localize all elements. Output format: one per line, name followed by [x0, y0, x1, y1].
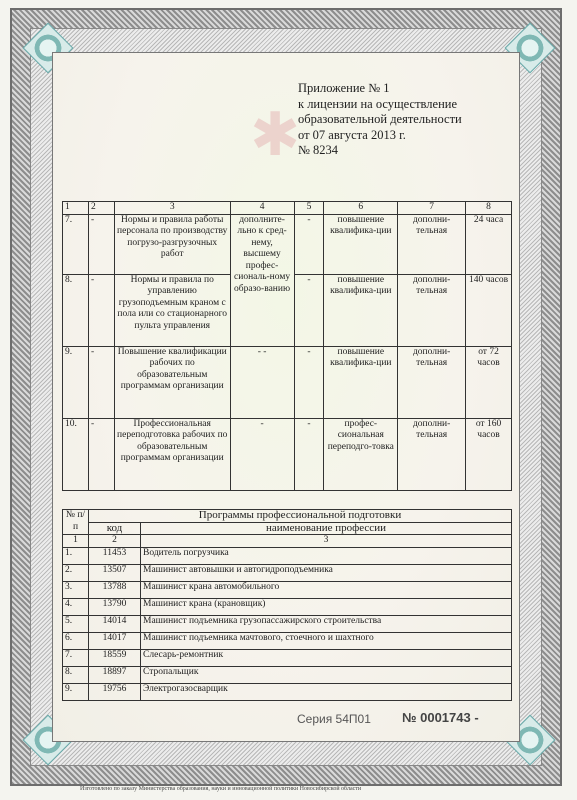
profession-code: 14014 — [89, 615, 141, 632]
cell: - — [294, 274, 324, 346]
cell: - — [230, 418, 294, 490]
profession-name: Машинист крана автомобильного — [141, 581, 512, 598]
table-row — [63, 615, 512, 632]
program-kind: дополни-тельная — [398, 274, 466, 346]
appendix-line3: образовательной деятельности — [298, 112, 462, 126]
col-header-name: наименование профессии — [141, 522, 512, 535]
table-row — [63, 214, 512, 274]
row-number: 8. — [63, 666, 89, 683]
profession-code: 19756 — [89, 683, 141, 700]
license-number: № 8234 — [298, 143, 339, 157]
program-hours: от 160 часов — [466, 418, 512, 490]
row-number: 6. — [63, 632, 89, 649]
row-number: 9. — [63, 683, 89, 700]
col-number: 2 — [89, 535, 141, 548]
col-header-number: № п/п — [63, 510, 89, 535]
professions-table — [62, 509, 512, 701]
table-row — [63, 581, 512, 598]
profession-code: 13790 — [89, 598, 141, 615]
row-number: 2. — [63, 564, 89, 581]
cell: - — [294, 214, 324, 274]
table-row — [63, 510, 512, 523]
table-row — [63, 666, 512, 683]
table-row — [63, 632, 512, 649]
row-number: 5. — [63, 615, 89, 632]
cell: - - — [230, 346, 294, 418]
profession-name: Машинист подъемника грузопассажирского строительства — [141, 615, 512, 632]
profession-name: Машинист подъемника мачтового, стоечного и шахтного — [141, 632, 512, 649]
table-row — [63, 418, 512, 490]
table-row — [63, 598, 512, 615]
profession-name: Электрогазосварщик — [141, 683, 512, 700]
license-date: от 07 августа 2013 г. — [298, 127, 406, 142]
col-number: 1 — [63, 535, 89, 548]
col-number: 3 — [141, 535, 512, 548]
col-number: 4 — [230, 202, 294, 215]
table-row — [63, 535, 512, 548]
program-name: Нормы и правила по управлению грузоподъемным краном с пола или со стационарного пульта управления — [114, 274, 230, 346]
col-number: 2 — [88, 202, 114, 215]
profession-code: 14017 — [89, 632, 141, 649]
profession-name: Стропальщик — [141, 666, 512, 683]
profession-name: Машинист крана (крановщик) — [141, 598, 512, 615]
cell: - — [294, 346, 324, 418]
appendix-number: Приложение № 1 — [298, 81, 390, 95]
row-number: 8. — [63, 274, 89, 346]
profession-code: 11453 — [89, 547, 141, 564]
col-header-code: код — [89, 522, 141, 535]
programs-table — [62, 201, 512, 491]
program-hours: от 72 часов — [466, 346, 512, 418]
serial-label: Серия 54П01 — [297, 712, 371, 726]
program-hours: 140 часов — [466, 274, 512, 346]
profession-name: Слесарь-ремонтник — [141, 649, 512, 666]
cell: - — [88, 214, 114, 274]
cell: - — [88, 274, 114, 346]
col-number: 7 — [398, 202, 466, 215]
cell: - — [88, 418, 114, 490]
profession-code: 13788 — [89, 581, 141, 598]
row-number: 9. — [63, 346, 89, 418]
table-row — [63, 683, 512, 700]
form-number: № 0001743 - — [402, 710, 479, 725]
program-type: профес-сиональная переподго-товка — [324, 418, 398, 490]
row-number: 7. — [63, 649, 89, 666]
program-type: повышение квалифика-ции — [324, 214, 398, 274]
profession-code: 13507 — [89, 564, 141, 581]
table-row — [63, 547, 512, 564]
program-type: повышение квалифика-ции — [324, 274, 398, 346]
cell: - — [88, 346, 114, 418]
profession-code: 18897 — [89, 666, 141, 683]
appendix-line2: к лицензии на осуществление — [298, 96, 457, 111]
row-number: 4. — [63, 598, 89, 615]
table-row — [63, 649, 512, 666]
program-kind: дополни-тельная — [398, 418, 466, 490]
col-number: 3 — [114, 202, 230, 215]
col-number: 6 — [324, 202, 398, 215]
row-number: 3. — [63, 581, 89, 598]
row-number: 10. — [63, 418, 89, 490]
table-row — [63, 346, 512, 418]
cell: - — [294, 418, 324, 490]
row-number: 1. — [63, 547, 89, 564]
row-number: 7. — [63, 214, 89, 274]
emblem-watermark-icon: ✱ — [250, 102, 301, 168]
col-number: 5 — [294, 202, 324, 215]
col-number: 1 — [63, 202, 89, 215]
table-row — [63, 522, 512, 535]
profession-name: Водитель погрузчика — [141, 547, 512, 564]
table-row — [63, 564, 512, 581]
program-type: повышение квалифика-ции — [324, 346, 398, 418]
printer-footer: Изготовлено по заказу Министерства образования, науки и инновационной политики Новосибирской области — [80, 786, 362, 792]
program-name: Нормы и правила работы персонала по производству погрузо-разгрузочных работ — [114, 214, 230, 274]
profession-name: Машинист автовышки и автогидроподъемника — [141, 564, 512, 581]
table-row — [63, 202, 512, 215]
col-number: 8 — [466, 202, 512, 215]
table-title: Программы профессиональной подготовки — [89, 510, 512, 523]
program-name: Профессиональная переподготовка рабочих по образовательным программам организации — [114, 418, 230, 490]
appendix-header — [298, 81, 462, 159]
program-kind: дополни-тельная — [398, 346, 466, 418]
program-hours: 24 часа — [466, 214, 512, 274]
profession-code: 18559 — [89, 649, 141, 666]
program-name: Повышение квалификации рабочих по образовательным программам организации — [114, 346, 230, 418]
program-kind: дополни-тельная — [398, 214, 466, 274]
education-level: дополните-льно к сред-нему, высшему профес-сиональ-ному образо-ванию — [230, 214, 294, 346]
